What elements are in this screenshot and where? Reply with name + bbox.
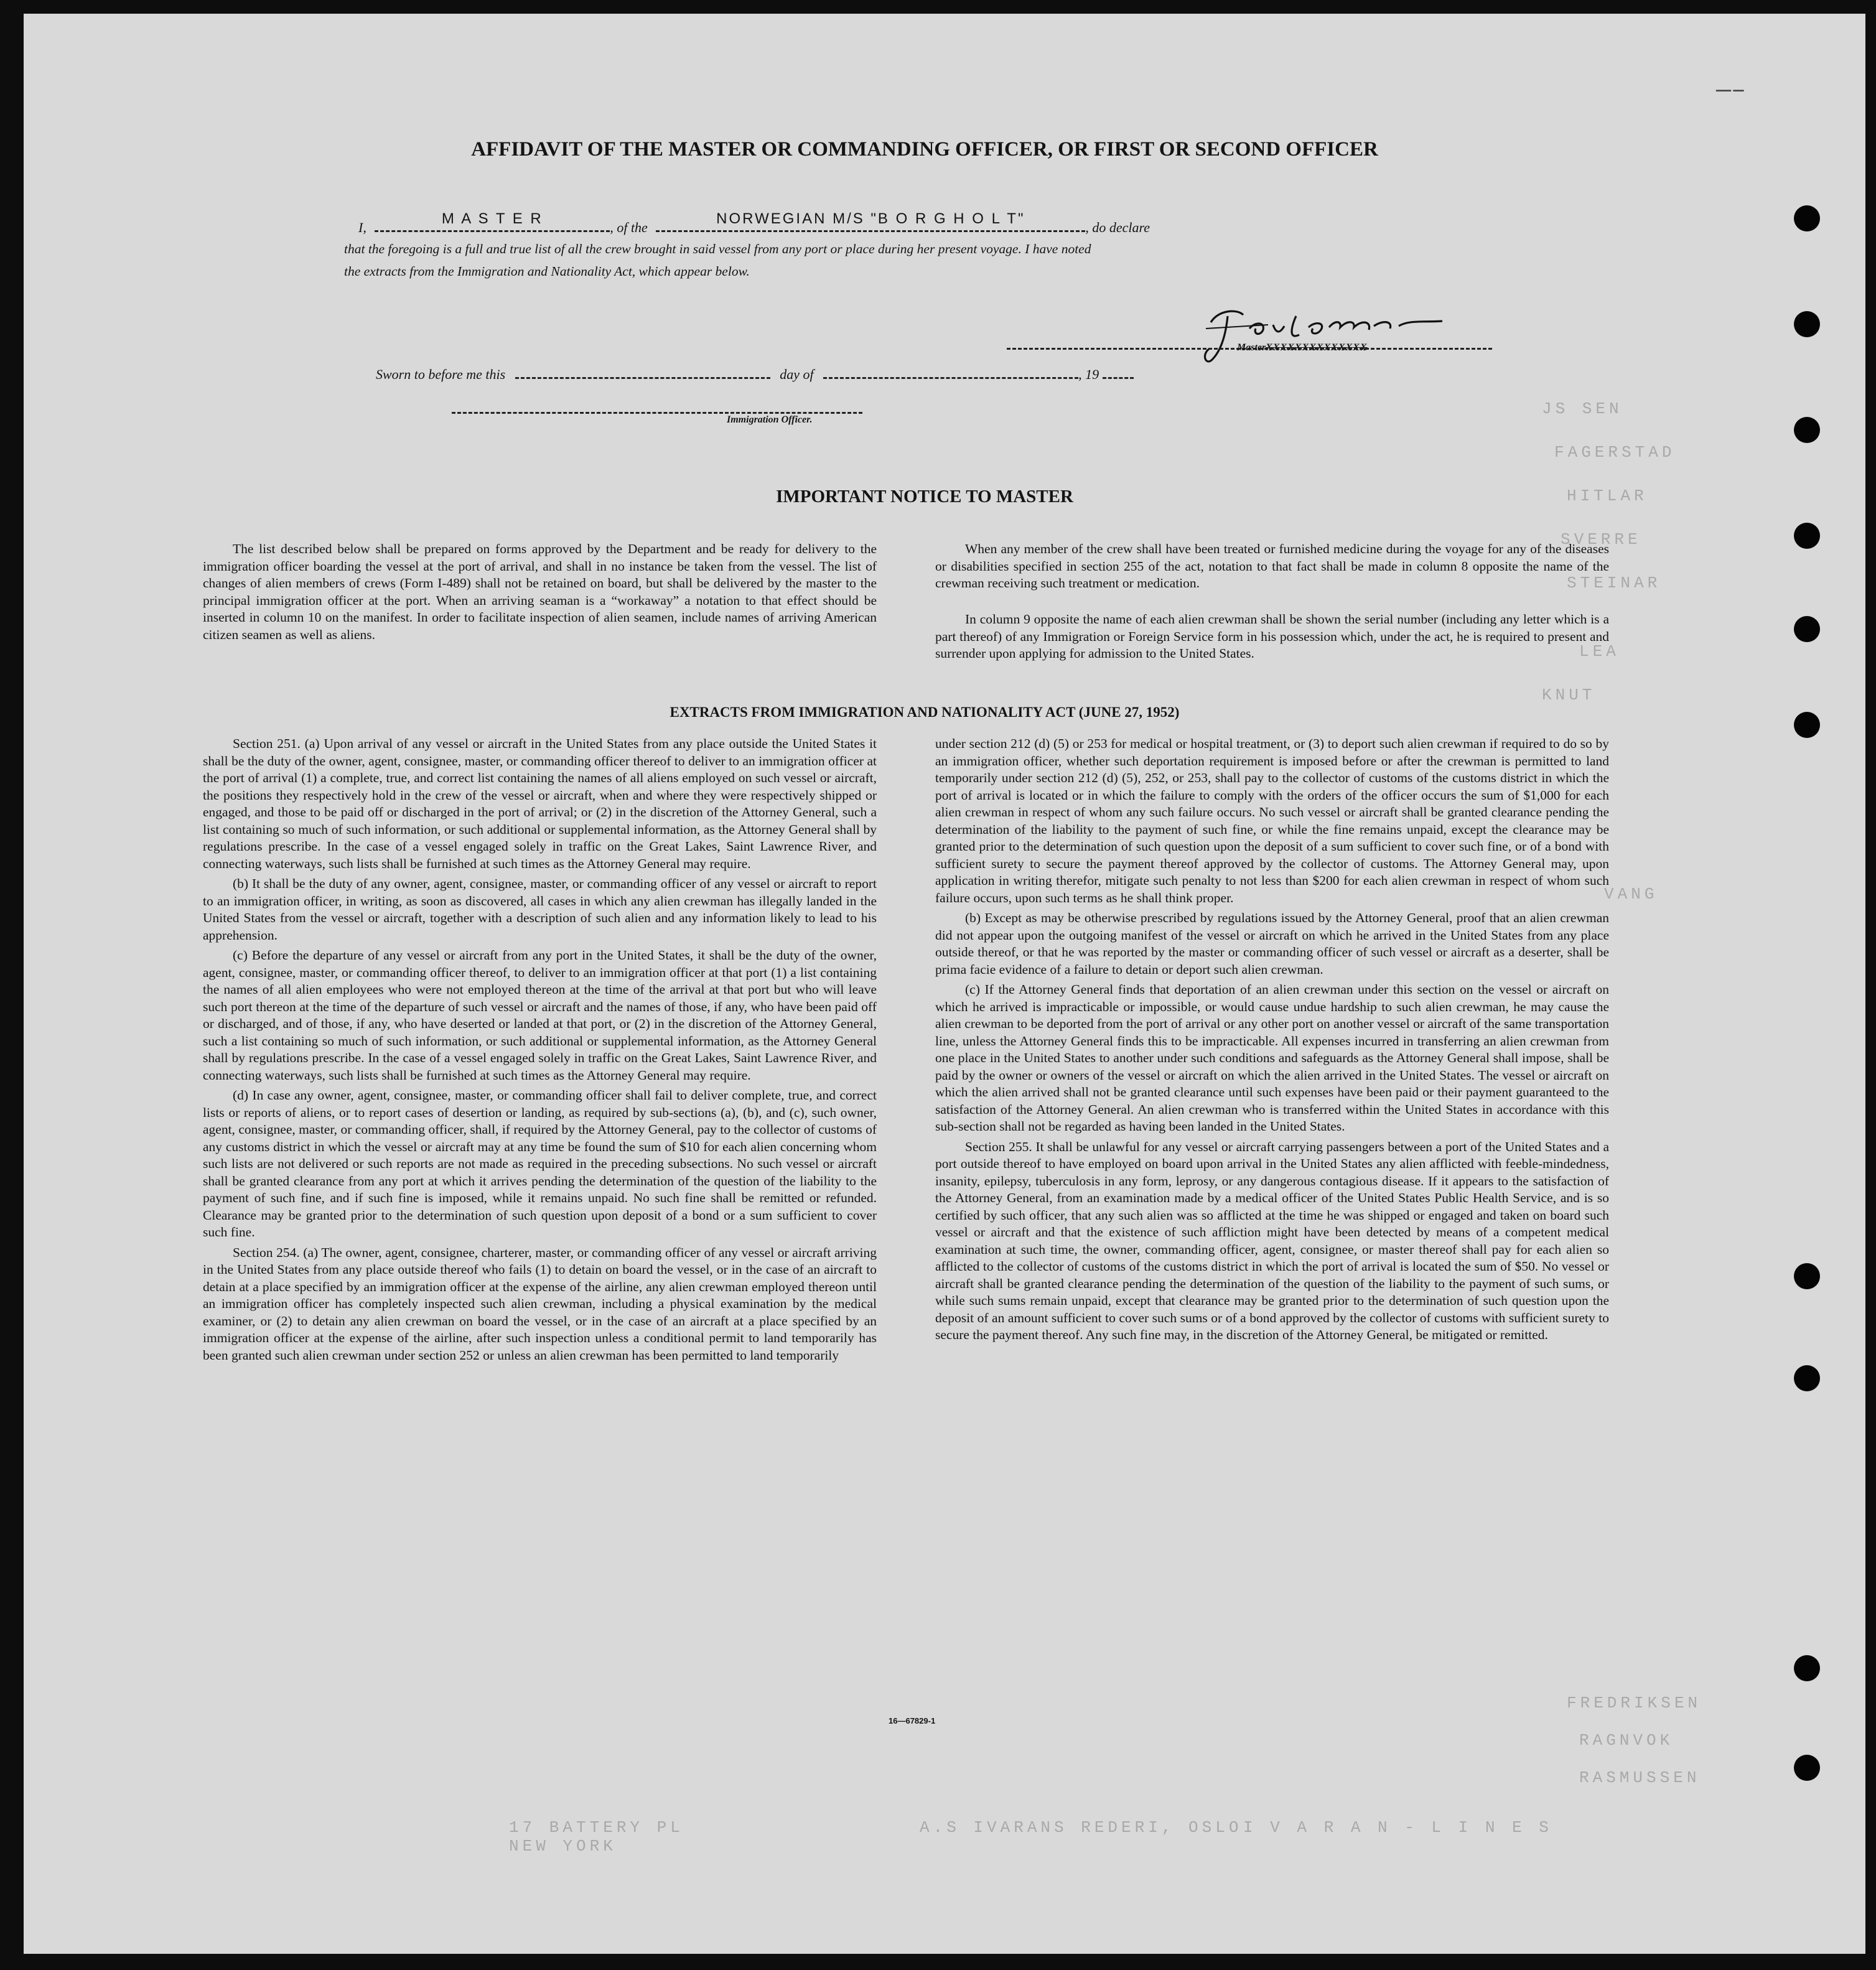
affidavit-line-2: that the foregoing is a full and true list of all the crew brought in said vessel from any port or place during her present voyage. I have noted bbox=[344, 241, 1091, 256]
section-255: Section 255. It shall be unlawful for any vessel or aircraft carrying passengers between a port of the United States and a port outside thereof to have employed on board upon arrival in the United States any alien afflicted with feeble-mindedness, insanity, epilepsy, tuberculosis in any form, leprosy, or any dangerous contagious disease. If it appears to the satisfaction of the Attorney General, from an examination made by a medical officer of the United States Public Health Service, and is so certified by such officer, that any such alien was so afflicted at the time he was shipped or engaged and taken on board such vessel or aircraft and that the existence of such affliction might have been detected by means of a competent medical examination at such time, the owner, commanding officer, agent, consignee, or master thereof shall pay for each alien so afflicted to the collector of customs of the customs district in which the port of arrival is located the sum of $50. No vessel or aircraft shall be granted clearance pending the determination of the question of the liability to the payment of such sums, or while such sums remain unpaid, except that clearance may be granted prior to the determination of such question upon the deposit of an amount sufficient to cover such sums or of a bond approved by the collector of customs with sufficient surety to secure the payment thereof. Any such fine may, in the discretion of the Attorney General, be mitigated or remitted. bbox=[935, 1139, 1609, 1342]
punch-hole bbox=[1794, 1263, 1820, 1289]
sworn-label: Sworn to before me this bbox=[376, 366, 506, 382]
notice-left: The list described below shall be prepared on forms approved by the Department and be ready for delivery to the immigration officer boarding the vessel at the port of arrival, and shall in no instance be taken from the vessel. The list of changes of alien members of crews (Form I-489) shall not be retained on board, but shall be delivered by the master to the principal immigration officer at the port. When an arriving seaman is a “workaway” a notation to that effect should be inserted in column 10 on the manifest. In order to facilitate inspection of alien seamen, include names of arriving American citizen seamen as well as aliens. bbox=[203, 541, 877, 642]
punch-hole bbox=[1794, 1655, 1820, 1681]
vessel-field-value: NORWEGIAN M/S "B O R G H O L T" bbox=[716, 210, 1025, 227]
form-number: 16—67829-1 bbox=[889, 1716, 936, 1725]
punch-hole bbox=[1794, 311, 1820, 337]
sworn-line bbox=[376, 363, 1134, 383]
section-251-d: (d) In case any owner, agent, consignee, master, or commanding officer shall fail to deliver complete, true, and correct lists or reports of aliens, or to report cases of desertion or landing, as required by sub-sections (a), (b), and (c), such owner, agent, consignee, master, or commanding officer, shall, if required by the Attorney General, pay to the collector of customs of any customs district in which the vessel or aircraft may at any time be found the sum of $10 for each alien concerning whom such lists are not delivered or such reports are not made as required in the preceding subsections. No such vessel or aircraft shall be granted clearance from any port at which it arrives pending the determination of the question of the liability to the payment of such fine, and if such fine is imposed, while it remains unpaid. No such fine shall be remitted or refunded. Clearance may be granted prior to the determination of such question upon deposit of a bond or a sum sufficient to cover such fine. bbox=[203, 1088, 877, 1239]
declare-label: , do declare bbox=[1085, 220, 1150, 235]
section-254-c: (c) If the Attorney General finds that deportation of an alien crewman under this section on the vessel or aircraft on which he arrived is impracticable or impossible, or would cause undue hardship to such alien crewman, he may cause the alien crewman to be deported from the port of arrival or any other port on another vessel or aircraft of the same transportation line, unless the Attorney General finds this to be impracticable. All expenses incurred in transferring an alien crewman from one place in the United States to another under such conditions and safeguards as the Attorney General shall impose, shall be paid by the owner or owners of the vessel or aircraft on which the alien arrived in the United States. The vessel or aircraft on which the alien arrived shall not be granted clearance until such expenses have been paid or their payment guaranteed to the satisfaction of the Attorney General. An alien crewman who is transferred within the United States in accordance with this sub-section shall not be regarded as having been landed in the United States. bbox=[935, 982, 1609, 1134]
immigration-officer-label: Immigration Officer. bbox=[727, 414, 813, 425]
section-254-a-continued: under section 212 (d) (5) or 253 for medical or hospital treatment, or (3) to deport such alien crewman if required to do so by an immigration officer, whether such deportation requirement is imposed before or after the crewman is permitted to land temporarily under section 212 (d) (5), 252, or 253, shall pay to the collector of customs of the customs district in which the port of arrival is located or in which the failure to comply with the orders of the officer occurs the sum of $1,000 for each alien crewman in respect of whom any such failure occurs. No such vessel or aircraft shall be granted clearance pending the determination of the liability to the payment of such fine, or while the fine remains unpaid, except the clearance may be granted prior to the determination of such question upon the deposit of a sum sufficient to cover such fine, or of a bond with sufficient surety to secure the payment thereof approved by the collector of customs. The Attorney General may, upon application in writing therefor, mitigate such penalty to not less than $200 for each alien crewman in respect of whom such failure occurs, upon such terms as he shall think proper. bbox=[935, 736, 1609, 905]
of-the-label: , of the bbox=[610, 220, 648, 235]
section-251-a: Section 251. (a) Upon arrival of any vessel or aircraft in the United States from any place outside the United States it shall be the duty of the owner, agent, consignee, master, or commanding officer thereof to deliver to an immigration officer at the port of arrival (1) a complete, true, and correct list containing the names of all aliens employed on such vessel or aircraft, the positions they respectively hold in the crew of the vessel or aircraft, when and where they were respectively shipped or engaged, and those to be paid off or discharged in the port of arrival; or (2) in the discretion of the Attorney General, such a list containing so much of such information, or such additional or supplemental information, as the Attorney General shall by regulations prescribe. In the case of a vessel engaged solely in traffic on the Great Lakes, Saint Lawrence River, and connecting waterways, such lists shall be furnished at such times as the Attorney General may require. bbox=[203, 736, 877, 871]
extracts-left-column bbox=[203, 735, 877, 1367]
punch-hole bbox=[1794, 205, 1820, 231]
master-label: Master bbox=[1237, 342, 1266, 353]
affidavit-declaration-line bbox=[358, 210, 1150, 236]
day-of-label: day of bbox=[780, 366, 814, 382]
sworn-month-field bbox=[823, 363, 1078, 379]
officer-signature-line bbox=[452, 398, 862, 414]
affidavit-title: AFFIDAVIT OF THE MASTER OR COMMANDING OFFICER, OR FIRST OR SECOND OFFICER bbox=[471, 138, 1378, 161]
master-signature bbox=[1193, 297, 1473, 366]
vessel-field bbox=[656, 210, 1085, 232]
master-strike: XXXXXXXXXXXXXX bbox=[1266, 342, 1368, 353]
section-254-b: (b) Except as may be otherwise prescribed by regulations issued by the Attorney General, proof that an alien crewman did not appear upon the outgoing manifest of the vessel or aircraft on which he arrived in the United States from any place outside thereof, or that he was reported by the master or commanding officer of such vessel or aircraft as a deserter, shall be prima facie evidence of a failure to detain or deport such alien crewman. bbox=[935, 910, 1609, 977]
punch-hole bbox=[1794, 712, 1820, 738]
affidavit-line-3: the extracts from the Immigration and Nationality Act, which appear below. bbox=[344, 264, 750, 279]
extracts-right-column bbox=[935, 735, 1609, 1347]
section-254-a: Section 254. (a) The owner, agent, consignee, charterer, master, or commanding officer of any vessel or aircraft arriving in the United States from any place outside thereof who fails (1) to detain on board the vessel, or in the case of an aircraft to detain at a place specified by an immigration officer at the expense of the airline, any alien crewman employed thereon until an immigration officer has completely inspected such alien crewman, including a physical examination by the medical examiner, or (2) to detain any alien crewman on board the vessel, or in the case of an aircraft at a place specified by an immigration officer at the expense of the airline, after such inspection unless a conditional permit to land temporarily has been granted such alien crewman under section 252 or unless an alien crewman has been permitted to land temporarily bbox=[203, 1244, 877, 1363]
punch-hole bbox=[1794, 523, 1820, 549]
section-251-c: (c) Before the departure of any vessel or aircraft from any port in the United States, it shall be the duty of the owner, agent, consignee, master, or commanding officer thereof, to deliver to an immigration officer at that port (1) a list containing the names of all alien employees who were not employed thereon at the time of the arrival at that port but who will leave such port thereon at the time of the departure of such vessel or aircraft and the names of those, if any, who have been paid off or discharged, and of those, if any, who have deserted or landed at that port, or (2) in the discretion of the Attorney General, such a list containing so much of such information, or such additional or supplemental information, as the Attorney General shall by regulations prescribe. In the case of a vessel engaged solely in traffic on the Great Lakes, Saint Lawrence River, and connecting waterways, such lists shall be furnished at such times as the Attorney General may require. bbox=[203, 948, 877, 1083]
notice-right-2: In column 9 opposite the name of each alien crewman shall be shown the serial number (including any letter which is a part thereof) of any Immigration or Foreign Service form in his possession which, under the act, he is required to present and surrender upon applying for admission to the United States. bbox=[935, 612, 1609, 661]
declarant-prefix: I, bbox=[358, 220, 366, 235]
document-page: —– JS SEN FAGERSTAD HITLAR SVERRE STEINAR LEA KNUT VANG FREDRIKSEN RAGNVOK RASMUSSEN A.S IVARANS REDERI, OSLO I V A R A N - L I N E S 17 BATTERY PL NEW YORK AFFIDAVIT OF THE MASTER OR COMMANDING OFFICER, OR FIRST OR SECOND OFFICER I, M A S T E R , of the NORWEGIAN M/S "B O R G H O L T" , do declare that the foregoing is a full and true list of all the crew brought in said vessel from any port or place during her present voyage. I have noted the extracts from the Immigration and Nationality Act, which appear below. MasterXXXXXXXXXXXXXX Sworn to before me this day of , 19 Immigration Officer. IMPORTANT NOTICE TO MASTER The list described below shall be prepared on forms approved by the Department and be ready for delivery to the immigration officer boarding the vessel at the port of arrival, and shall in no instance be taken from the vessel. The list of changes of alien members of crews (Form I-489) shall not be retained on board, but shall be delivered by the master to the principal immigration officer at the port. When an arriving seaman is a “workaway” a notation to that effect should be inserted in column 10 on the manifest. In order to facilitate inspection of alien seamen, include names of arriving American citizen seamen as well as aliens. When any member of the crew shall have been treated or furnished medicine during the voyage for any of the diseases or disabilities specified in section 255 of the act, notation to that fact shall be made in column 8 opposite the name of the crewman receiving such treatment or medication. In column 9 opposite the name of each alien crewman shall be shown the serial number (including any letter which is a part thereof) of any Immigration or Foreign Service form in his possession which, under the act, he is required to present and surrender upon applying for admission to the United States. EXTRACTS FROM IMMIGRATION AND NATIONALITY ACT (JUNE 27, 1952) Section 251. (a) Upon arrival of any vessel or aircraft in the United States from any place outside the United States it shall be the duty of the owner, agent, consignee, master, or commanding officer thereof to deliver to an immigration officer at the port of arrival (1) a complete, true, and correct list containing the names of all aliens employed on such vessel or aircraft, the positions they respectively hold in the crew of the vessel or aircraft, when and where they were respectively shipped or engaged, and those to be paid off or discharged in the port of arrival; or (2) in the discretion of the Attorney General, such a list containing so much of such information, or such additional or supplemental information, as the Attorney General shall by regulations prescribe. In the case of a vessel engaged solely in traffic on the Great Lakes, Saint Lawrence River, and connecting waterways, such lists shall be furnished at such times as the Attorney General may require. (b) It shall be the duty of any owner, agent, consignee, master, or commanding officer of any vessel or aircraft to report to an immigration officer, in writing, as soon as discovered, all cases in which any alien crewman has illegally landed in the United States from the vessel or aircraft, together with a description of such alien and any information likely to lead to his apprehension. (c) Before the departure of any vessel or aircraft from any port in the United States, it shall be the duty of the owner, agent, consignee, master, or commanding officer thereof, to deliver to an immigration officer at that port (1) a list containing the names of all alien employees who were not employed thereon at the time of the arrival at that port but who will leave such port thereon at the time of the departure of such vessel or aircraft and the names of those, if any, who have been paid off or discharged, and of those, if any, who have deserted or landed at that port, or (2) in the discretion of the Attorney General, such a list containing so much of such information, or such additional or supplemental information, as the Attorney General shall by regulations prescribe. In the case of a vessel engaged solely in traffic on the Great Lakes, Saint Lawrence River, and connecting waterways, such lists shall be furnished at such times as the Attorney General may require. (d) In case any owner, agent, consignee, master, or commanding officer shall fail to deliver complete, true, and correct lists or reports of aliens, or to report cases of desertion or landing, as required by sub-sections (a), (b), and (c), such owner, agent, consignee, master, or commanding officer, shall, if required by the Attorney General, pay to the collector of customs of any customs district in which the vessel or aircraft may at any time be found the sum of $10 for each alien concerning whom such lists are not delivered or such reports are not made as required in the preceding subsections. No such vessel or aircraft shall be granted clearance from any port at which it arrives pending the determination of the question of the liability to the payment of such fine, and if such fine is imposed, while it remains unpaid. No such fine shall be remitted or refunded. Clearance may be granted prior to the determination of such question upon deposit of a bond or a sum sufficient to cover such fine. Section 254. (a) The owner, agent, consignee, charterer, master, or commanding officer of any vessel or aircraft arriving in the United States from any place outside thereof who fails (1) to detain on board the vessel, or in the case of an aircraft to detain at a place specified by an immigration officer at the expense of the airline, any alien crewman employed thereon until an immigration officer has completely inspected such alien crewman, including a physical examination by the medical examiner, or (2) to detain any alien crewman on board the vessel, or in the case of an aircraft at a place specified by an immigration officer at the expense of the airline, after such inspection unless a conditional permit to land temporarily has been granted such alien crewman under section 252 or unless an alien crewman has been permitted to land temporarily under section 212 (d) (5) or 253 for medical or hospital treatment, or (3) to deport such alien crewman if required to do so by an immigration officer, whether such deportation requirement is imposed before or after the crewman is permitted to land temporarily under section 212 (d) (5), 252, or 253, shall pay to the collector of customs of the customs district in which the port of arrival is located or in which the failure to comply with the orders of the officer occurs the sum of $1,000 for each alien crewman in respect of whom any such failure occurs. No such vessel or aircraft shall be granted clearance pending the determination of the liability to the payment of such fine, or while the fine remains unpaid, except the clearance may be granted prior to the determination of such question upon the deposit of a sum sufficient to cover such fine, or of a bond with sufficient surety to secure the payment thereof approved by the collector of customs. The Attorney General may, upon application in writing therefor, mitigate such penalty to not less than $200 for each alien crewman in respect of whom such failure occurs, upon such terms as he shall think proper. (b) Except as may be otherwise prescribed by regulations issued by the Attorney General, proof that an alien crewman did not appear upon the outgoing manifest of the vessel or aircraft on which he arrived in the United States from any place outside thereof, or that he was reported by the master or commanding officer of such vessel or aircraft as a deserter, shall be prima facie evidence of a failure to detain or deport such alien crewman. (c) If the Attorney General finds that deportation of an alien crewman under this section on the vessel or aircraft on which he arrived is impracticable or impossible, or would cause undue hardship to such alien crewman, he may cause the alien crewman to be deported from the port of arrival or any other port on another vessel or aircraft of the same transportation line, unless the Attorney General finds this to be impracticable. All expenses incurred in transferring an alien crewman from one place in the United States to another under such conditions and safeguards as the Attorney General shall impose, shall be paid by the owner or owners of the vessel or aircraft on which the alien arrived in the United States. The vessel or aircraft on which the alien arrived shall not be granted clearance until such expenses have been paid or their payment guaranteed to the satisfaction of the Attorney General. An alien crewman who is transferred within the United States in accordance with this sub-section shall not be regarded as having been landed in the United States. Section 255. It shall be unlawful for any vessel or aircraft carrying passengers between a port of the United States and a port outside thereof to have employed on board upon arrival in the United States any alien afflicted with feeble-mindedness, insanity, epilepsy, tuberculosis in any form, leprosy, or any dangerous contagious disease. If it appears to the satisfaction of the Attorney General, from an examination made by a medical officer of the United States Public Health Service, and is so certified by such officer, that any such alien was so afflicted at the time he was shipped or engaged and taken on board such vessel or aircraft and that the existence of such affliction might have been detected by means of a competent medical examination at such time, the owner, commanding officer, agent, consignee, or master thereof shall pay for each alien so afflicted to the collector of customs of the customs district in which the port of arrival is located the sum of $50. No vessel or aircraft shall be granted clearance pending the determination of the question of the liability to the payment of such sums, or while such sums remain unpaid, except that clearance may be granted prior to the determination of such question upon the deposit of an amount sufficient to cover such sums or of a bond approved by the collector of customs with sufficient surety to secure the payment thereof. Any such fine may, in the discretion of the Attorney General, be mitigated or remitted. 16—67829-1 bbox=[24, 14, 1865, 1954]
sworn-day-field bbox=[515, 363, 770, 379]
master-field bbox=[375, 210, 610, 232]
master-field-value: M A S T E R bbox=[441, 210, 543, 227]
extracts-title: EXTRACTS FROM IMMIGRATION AND NATIONALITY ACT (JUNE 27, 1952) bbox=[670, 704, 1180, 720]
punch-hole bbox=[1794, 417, 1820, 443]
punch-hole bbox=[1794, 1365, 1820, 1391]
master-signature-label bbox=[1237, 342, 1368, 353]
punch-hole bbox=[1794, 616, 1820, 642]
notice-title: IMPORTANT NOTICE TO MASTER bbox=[776, 487, 1073, 507]
sworn-year-field bbox=[1103, 363, 1134, 379]
punch-hole bbox=[1794, 1755, 1820, 1781]
notice-right-1: When any member of the crew shall have been treated or furnished medicine during the voyage for any of the diseases or disabilities specified in section 255 of the act, notation to that fact shall be made in column 8 opposite the name of the crewman receiving such treatment or medication. bbox=[935, 541, 1609, 591]
section-251-b: (b) It shall be the duty of any owner, agent, consignee, master, or commanding officer of any vessel or aircraft to report to an immigration officer, in writing, as soon as discovered, all cases in which any alien crewman has illegally landed in the United States from the vessel or aircraft, together with a description of such alien and any information likely to lead to his apprehension. bbox=[203, 876, 877, 943]
year-prefix-label: , 19 bbox=[1078, 366, 1099, 382]
